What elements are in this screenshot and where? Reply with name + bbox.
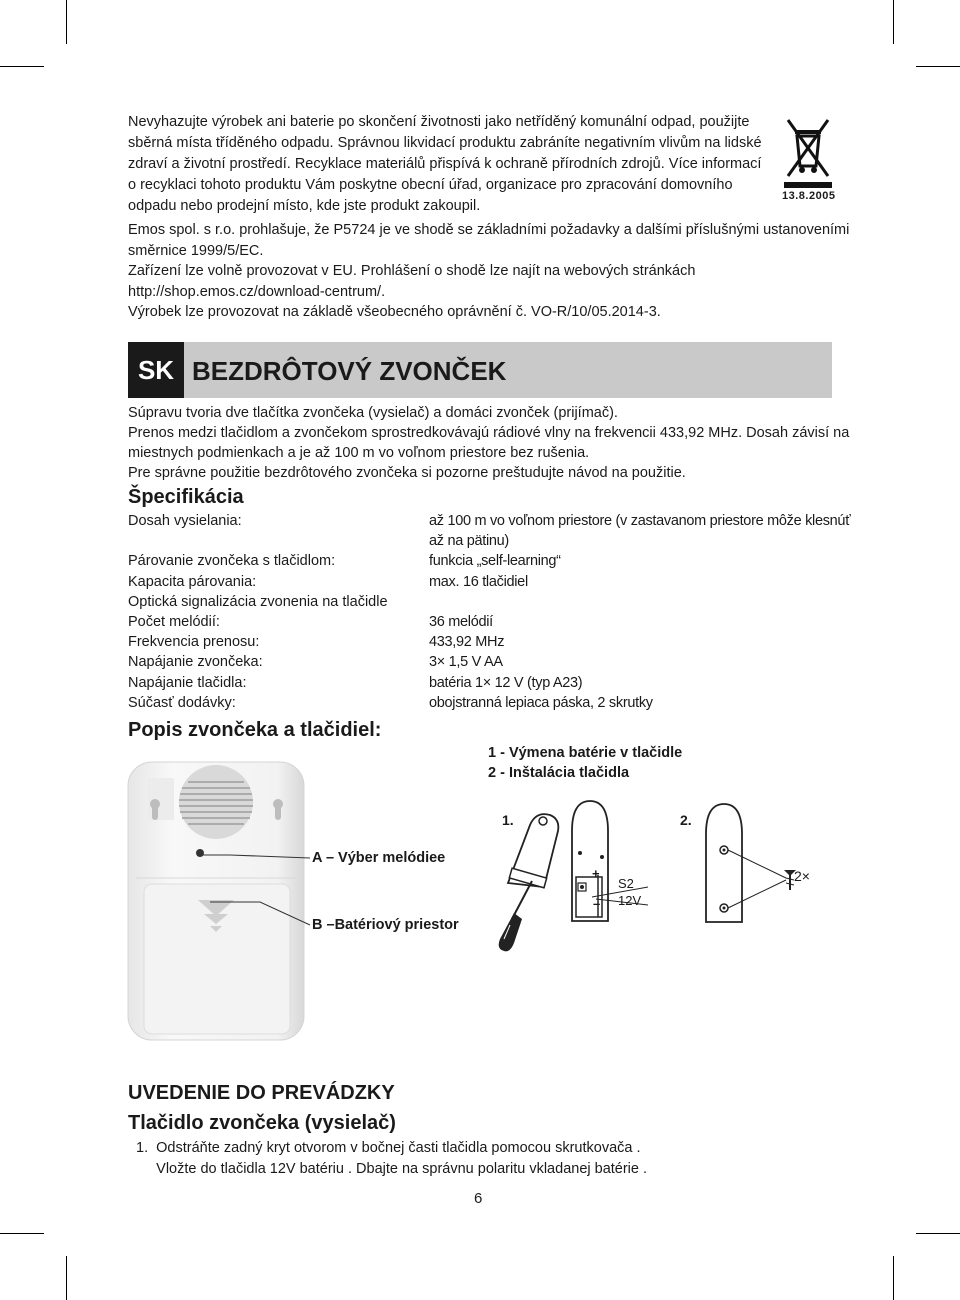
instruction-step: Vložte do tlačidla 12V batériu . Dbajte na správnu polaritu vkladanej batérie .	[136, 1161, 648, 1177]
spec-row	[128, 594, 848, 614]
callout-lines	[200, 820, 320, 940]
transmitter-subheading: Tlačidlo zvončeka (vysielač)	[128, 1112, 396, 1134]
spec-row	[128, 675, 848, 695]
page-number: 6	[474, 1190, 483, 1207]
voltage-label: 12V	[618, 893, 642, 908]
spec-row	[128, 574, 848, 594]
declaration-line: Výrobek lze provozovat na základě všeobecného oprávnění č. VO-R/10/05.2014-3.	[128, 304, 661, 320]
spec-label: Kapacita párovania:	[128, 573, 257, 590]
polarity-plus: +	[592, 866, 600, 881]
spec-label: Párovanie zvončeka s tlačidlom:	[128, 553, 336, 570]
crop-mark	[0, 1233, 44, 1234]
instruction-step: 1. Odstráňte zadný kryt otvorom v bočnej časti tlačidla pomocou skrutkovača .	[136, 1140, 641, 1156]
spec-label: Napájanie zvončeka:	[128, 654, 263, 671]
intro-line: Súpravu tvoria dve tlačítka zvončeka (vysielač) a domáci zvonček (prijímač).	[128, 405, 618, 421]
declaration-line: směrnice 1999/5/EC.	[128, 242, 264, 259]
s2-label: S2	[618, 876, 634, 891]
intro-line: Pre správne použitie bezdrôtového zvončeka si pozorne preštudujte návod na použitie.	[128, 465, 686, 481]
intro-line: miestnych podmienkach a je až 100 m vo voľnom priestore bez rušenia.	[128, 445, 590, 461]
sk-intro	[128, 403, 848, 483]
step-2-label: 2.	[680, 812, 692, 828]
crop-mark	[916, 1233, 960, 1234]
spec-value: až na pätinu)	[429, 533, 509, 550]
spec-label: Dosah vysielania:	[128, 513, 242, 529]
spec-value: funkcia „self-learning“	[429, 553, 561, 570]
callout-b: B –Batériový priestor	[312, 917, 459, 933]
declaration-block	[128, 220, 848, 323]
declaration-line: Emos spol. s r.o. prohlašuje, že P5724 je ve shodě se základními požadavky a dalšími příslušnými ustanoveními	[128, 222, 850, 238]
instruction-list	[136, 1138, 647, 1180]
crop-mark	[916, 66, 960, 67]
declaration-line: Zařízení lze volně provozovat v EU. Prohlášení o shodě lze najít na webových stránkách	[128, 263, 696, 279]
weee-date: 13.8.2005	[782, 190, 836, 202]
declaration-link[interactable]: http://shop.emos.cz/download-centrum/.	[128, 283, 386, 300]
spec-value: 433,92 MHz	[429, 634, 505, 651]
intro-line: Prenos medzi tlačidlom a zvončekom sprostredkovávajú rádiové vlny na frekvencii 433,92 MHz. Dosah závisí na	[128, 425, 850, 441]
spec-value: 36 melódií	[429, 613, 493, 630]
spec-heading: Špecifikácia	[128, 486, 244, 508]
spec-value: obojstranná lepiaca páska, 2 skrutky	[429, 694, 653, 711]
spec-value: batéria 1× 12 V (typ A23)	[429, 674, 583, 691]
callout-a: A – Výber melódiee	[312, 850, 446, 866]
crop-mark	[66, 0, 67, 44]
spec-value: až 100 m vo voľnom priestore (v zastavanom priestore môže klesnúť	[429, 513, 851, 529]
section-title: BEZDRÔTOVÝ ZVONČEK	[192, 356, 507, 386]
polarity-minus: –	[593, 896, 601, 911]
spec-label: Frekvencia prenosu:	[128, 634, 260, 651]
language-code-badge: SK	[128, 342, 184, 398]
disposal-paragraph: Nevyhazujte výrobek ani baterie po skončení životnosti jako netříděný komunální odpad, použijte sběrná místa tříděného odpadu. Správnou likvidací produktu zabráníte negativním vlivům na lidské zdraví a životní prostředí. Recyklace materiálů přispívá k ochraně přírodních zdrojů. Více informací o recyklaci tohoto produktu Vám poskytne obecní úřad, organizace pro zpracování domovního odpadu nebo prodejní místo, kde jste produkt zakoupil.	[128, 114, 762, 214]
legend-item: 2 - Inštalácia tlačidla	[488, 765, 630, 781]
spec-value: max. 16 tlačidiel	[429, 573, 528, 590]
spec-row	[128, 533, 848, 553]
spec-value: 3× 1,5 V AA	[429, 654, 503, 671]
legend-item: 1 - Výmena batérie v tlačidle	[488, 745, 683, 761]
crop-mark	[66, 1256, 67, 1300]
installation-diagram	[700, 800, 820, 930]
weee-bin-icon	[782, 116, 834, 198]
section-banner	[128, 342, 832, 398]
spec-row	[128, 553, 848, 573]
spec-row	[128, 654, 848, 674]
spec-label: Súčasť dodávky:	[128, 694, 236, 711]
spec-label: Napájanie tlačidla:	[128, 674, 247, 691]
step-1-label: 1.	[502, 812, 514, 828]
description-heading: Popis zvončeka a tlačidiel:	[128, 719, 382, 741]
spec-table	[128, 513, 851, 715]
crop-mark	[893, 1256, 894, 1300]
spec-label: Optická signalizácia zvonenia na tlačidle	[128, 593, 388, 610]
spec-row	[128, 634, 848, 654]
crop-mark	[0, 66, 44, 67]
spec-label: Počet melódií:	[128, 613, 220, 630]
crop-mark	[893, 0, 894, 44]
spec-row	[128, 695, 848, 715]
spec-row	[128, 614, 848, 634]
operation-heading: UVEDENIE DO PREVÁDZKY	[128, 1082, 395, 1104]
screws-count: 2×	[794, 868, 810, 884]
spec-row	[128, 513, 851, 533]
